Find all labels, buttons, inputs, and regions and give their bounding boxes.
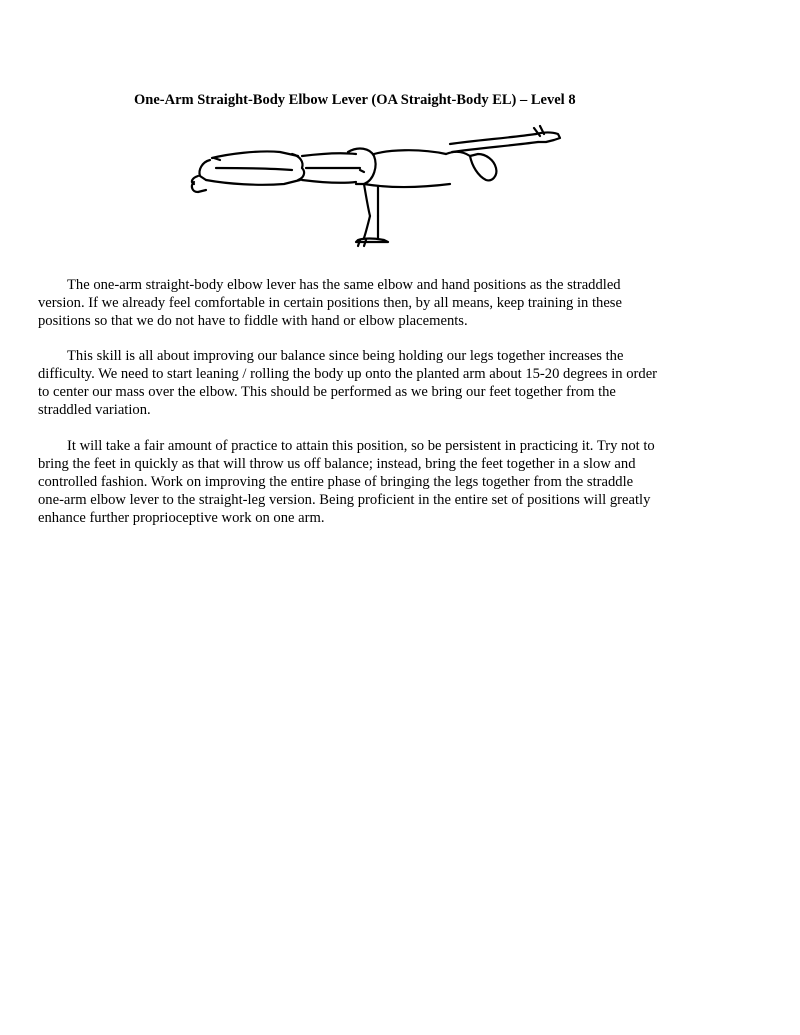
paragraph-line: positions so that we do not have to fiddle with hand or elbow placements. xyxy=(38,313,468,329)
paragraph-line: It will take a fair amount of practice to attain this position, so be persistent in practicing it. Try not to xyxy=(67,438,655,454)
paragraph-line: This skill is all about improving our balance since being holding our legs together increases the xyxy=(67,348,624,364)
paragraph-line: difficulty. We need to start leaning / rolling the body up onto the planted arm about 15-20 degrees in order xyxy=(38,366,658,382)
paragraph-1 xyxy=(38,276,718,330)
paragraph-line: enhance further proprioceptive work on one arm. xyxy=(38,510,325,526)
elbow-lever-illustration-icon xyxy=(188,124,564,250)
paragraph-line: straddled variation. xyxy=(38,402,151,418)
paragraph-line: The one-arm straight-body elbow lever has the same elbow and hand positions as the straddled xyxy=(67,277,621,293)
paragraph-line: version. If we already feel comfortable in certain positions then, by all means, keep training in these xyxy=(38,295,622,311)
paragraph-line: bring the feet in quickly as that will throw us off balance; instead, bring the feet together in a slow and xyxy=(38,456,636,472)
paragraph-line: one-arm elbow lever to the straight-leg version. Being proficient in the entire set of positions will greatly xyxy=(38,492,651,508)
paragraph-line: to center our mass over the elbow. This should be performed as we bring our feet together from the xyxy=(38,384,616,400)
paragraph-3 xyxy=(38,437,718,527)
page-title: One-Arm Straight-Body Elbow Lever (OA Straight-Body EL) – Level 8 xyxy=(134,92,576,108)
paragraph-2 xyxy=(38,347,718,419)
paragraph-line: controlled fashion. Work on improving the entire phase of bringing the legs together from the straddle xyxy=(38,474,634,490)
